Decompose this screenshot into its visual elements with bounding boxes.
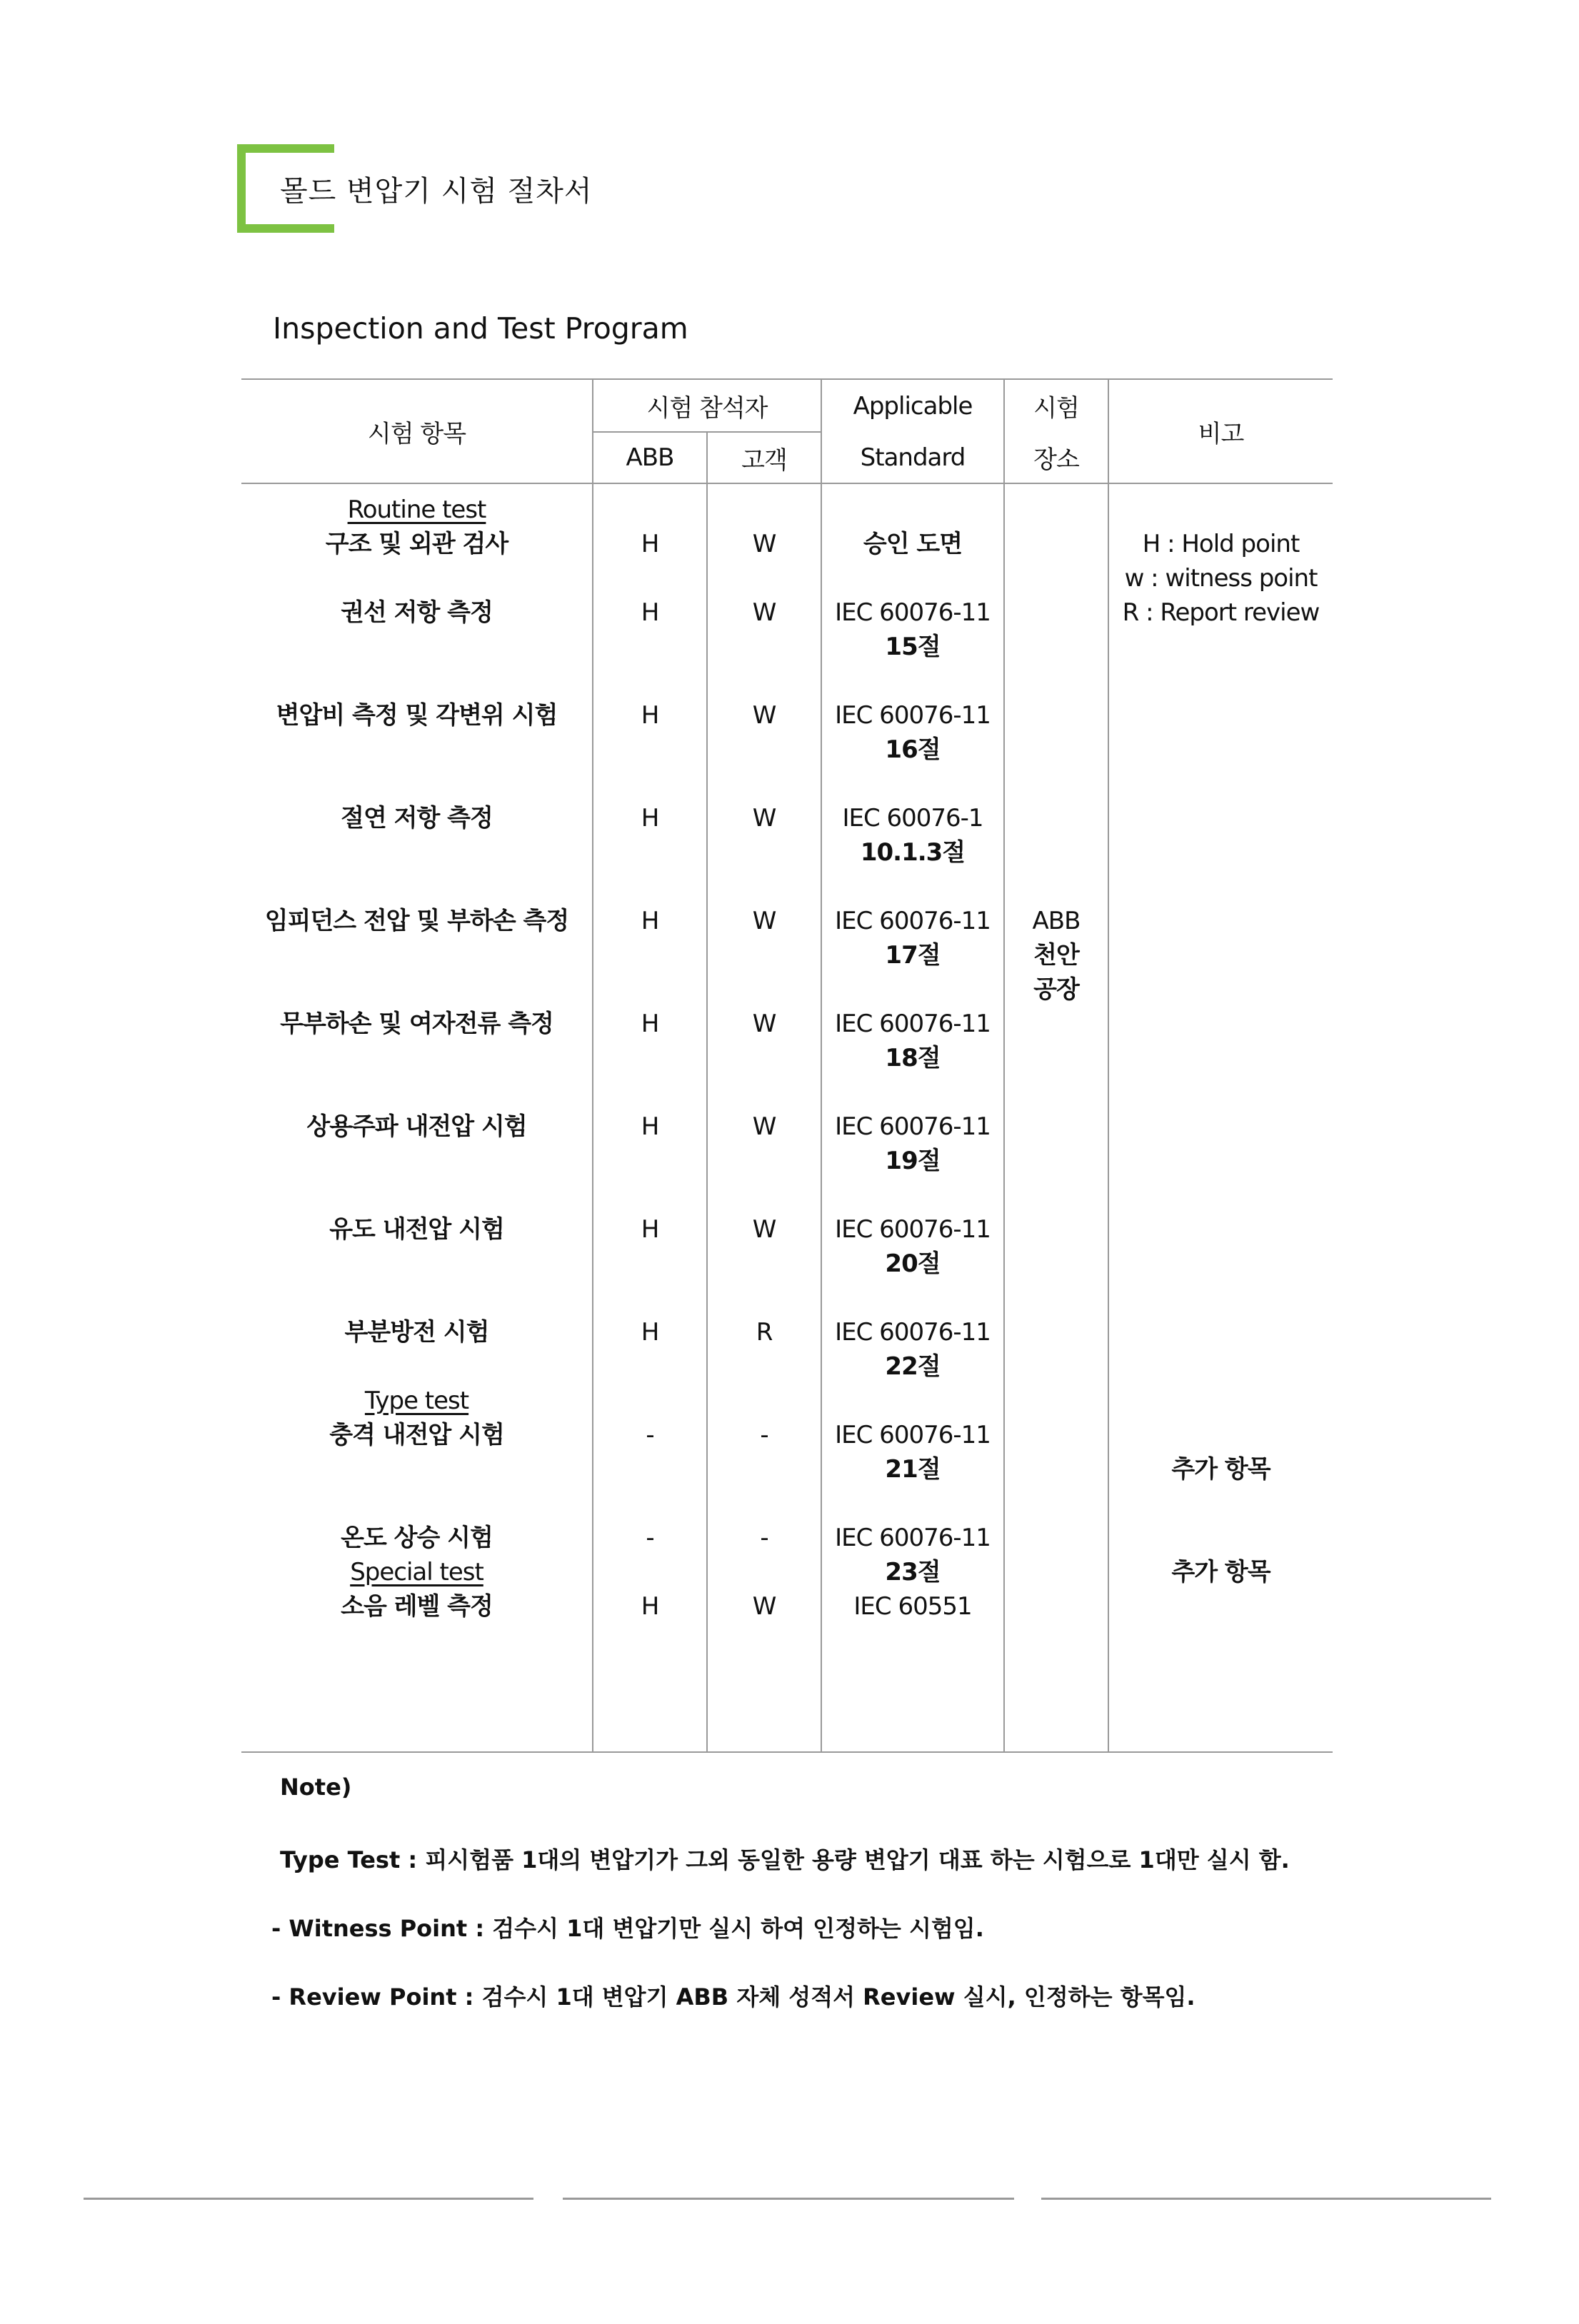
legend-report-review: R : Report review <box>1122 598 1320 627</box>
section-title: Inspection and Test Program <box>273 311 688 346</box>
abb-cell: H <box>641 1215 659 1244</box>
remark-cell: 추가 항목 <box>1171 1558 1270 1586</box>
table-row-item: 구조 및 외관 검사 <box>325 530 508 558</box>
abb-cell: H <box>641 598 659 627</box>
group-special-test: Special test <box>350 1558 483 1586</box>
table-row-item: 소음 레벨 측정 <box>341 1592 493 1621</box>
table-row-item: 충격 내전압 시험 <box>329 1421 504 1449</box>
standard-clause: 17절 <box>885 941 941 970</box>
location-line: ABB <box>1032 907 1081 935</box>
header-abb: ABB <box>593 432 707 483</box>
standard-cell: IEC 60076-1 <box>842 804 983 832</box>
standard-cell: IEC 60076-11 <box>835 1421 991 1449</box>
customer-cell: W <box>752 530 776 558</box>
standard-cell: IEC 60076-11 <box>835 1524 991 1552</box>
note-witness-point: - Witness Point : 검수시 1대 변압기만 실시 하여 인정하는 시험임. <box>271 1915 984 1942</box>
standard-column <box>821 483 1004 1752</box>
abb-cell: H <box>641 804 659 832</box>
group-routine-test: Routine test <box>347 496 486 524</box>
header-customer: 고객 <box>707 432 821 483</box>
group-type-test: Type test <box>364 1387 469 1415</box>
header-standard-2: Standard <box>821 432 1004 483</box>
standard-clause: 20절 <box>885 1249 941 1278</box>
standard-cell: IEC 60076-11 <box>835 1318 991 1347</box>
abb-cell: H <box>641 1592 659 1621</box>
notes-heading: Note) <box>280 1774 352 1801</box>
header-test-item: 시험 항목 <box>241 379 593 483</box>
location-column <box>1004 483 1108 1752</box>
header-location-2: 장소 <box>1004 432 1108 483</box>
standard-clause: 18절 <box>885 1044 941 1072</box>
table-row-item: 권선 저항 측정 <box>341 598 493 627</box>
inspection-test-table <box>241 378 1333 1753</box>
remark-cell: 추가 항목 <box>1171 1455 1270 1484</box>
standard-cell: 승인 도면 <box>863 530 963 558</box>
customer-cell: W <box>752 701 776 730</box>
abb-cell: H <box>641 907 659 935</box>
standard-cell: IEC 60076-11 <box>835 1215 991 1244</box>
customer-cell: W <box>752 907 776 935</box>
abb-cell: H <box>641 701 659 730</box>
remarks-column <box>1108 483 1333 1752</box>
abb-cell: H <box>641 1318 659 1347</box>
table-row-item: 절연 저항 측정 <box>341 804 493 832</box>
footer-divider-left <box>84 2198 533 2200</box>
customer-cell: W <box>752 1112 776 1141</box>
header-remarks: 비고 <box>1108 379 1333 483</box>
abb-cell: - <box>646 1421 654 1449</box>
standard-clause: 16절 <box>885 735 941 764</box>
legend-hold-point: H : Hold point <box>1142 530 1300 558</box>
customer-cell: - <box>760 1421 768 1449</box>
note-type-test: Type Test : 피시험품 1대의 변압기가 그외 동일한 용량 변압기 대표 하는 시험으로 1대만 실시 함. <box>280 1846 1290 1873</box>
customer-cell: W <box>752 1010 776 1038</box>
standard-cell: IEC 60076-11 <box>835 598 991 627</box>
customer-cell: W <box>752 1215 776 1244</box>
footer-divider-middle <box>563 2198 1014 2200</box>
standard-clause: 21절 <box>885 1455 941 1484</box>
standard-clause: 19절 <box>885 1147 941 1175</box>
standard-cell: IEC 60076-11 <box>835 907 991 935</box>
customer-cell: R <box>756 1318 773 1347</box>
abb-cell: H <box>641 530 659 558</box>
standard-cell: IEC 60076-11 <box>835 1112 991 1141</box>
legend-witness-point: w : witness point <box>1124 564 1318 593</box>
standard-clause: 10.1.3절 <box>860 838 966 867</box>
abb-cell: H <box>641 1112 659 1141</box>
table-row-item: 임피던스 전압 및 부하손 측정 <box>264 907 569 935</box>
note-review-point: - Review Point : 검수시 1대 변압기 ABB 자체 성적서 Review 실시, 인정하는 항목임. <box>271 1983 1195 2011</box>
table-row-item: 부분방전 시험 <box>344 1318 489 1347</box>
customer-cell: W <box>752 1592 776 1621</box>
location-line: 천안 <box>1033 941 1079 970</box>
table-row-item: 변압비 측정 및 각변위 시험 <box>276 701 558 730</box>
standard-clause: 15절 <box>885 633 941 661</box>
header-standard-1: Applicable <box>821 379 1004 432</box>
header-location-1: 시험 <box>1004 379 1108 432</box>
standard-clause: 23절 <box>885 1558 941 1586</box>
abb-cell: - <box>646 1524 654 1552</box>
standard-cell: IEC 60076-11 <box>835 701 991 730</box>
table-row-item: 무부하손 및 여자전류 측정 <box>280 1010 553 1038</box>
table-row-item: 상용주파 내전압 시험 <box>306 1112 527 1141</box>
customer-column <box>707 483 821 1752</box>
standard-clause: 22절 <box>885 1352 941 1381</box>
location-line: 공장 <box>1033 975 1079 1004</box>
abb-cell: H <box>641 1010 659 1038</box>
header-attendee: 시험 참석자 <box>593 379 821 432</box>
items-column <box>241 483 593 1752</box>
customer-cell: - <box>760 1524 768 1552</box>
abb-column <box>593 483 707 1752</box>
standard-cell: IEC 60076-11 <box>835 1010 991 1038</box>
customer-cell: W <box>752 598 776 627</box>
table-row-item: 온도 상승 시험 <box>341 1524 493 1552</box>
table-row-item: 유도 내전압 시험 <box>329 1215 504 1244</box>
footer-divider-right <box>1041 2198 1491 2200</box>
standard-cell: IEC 60551 <box>853 1592 972 1621</box>
customer-cell: W <box>752 804 776 832</box>
page-title: 몰드 변압기 시험 절차서 <box>280 175 593 208</box>
